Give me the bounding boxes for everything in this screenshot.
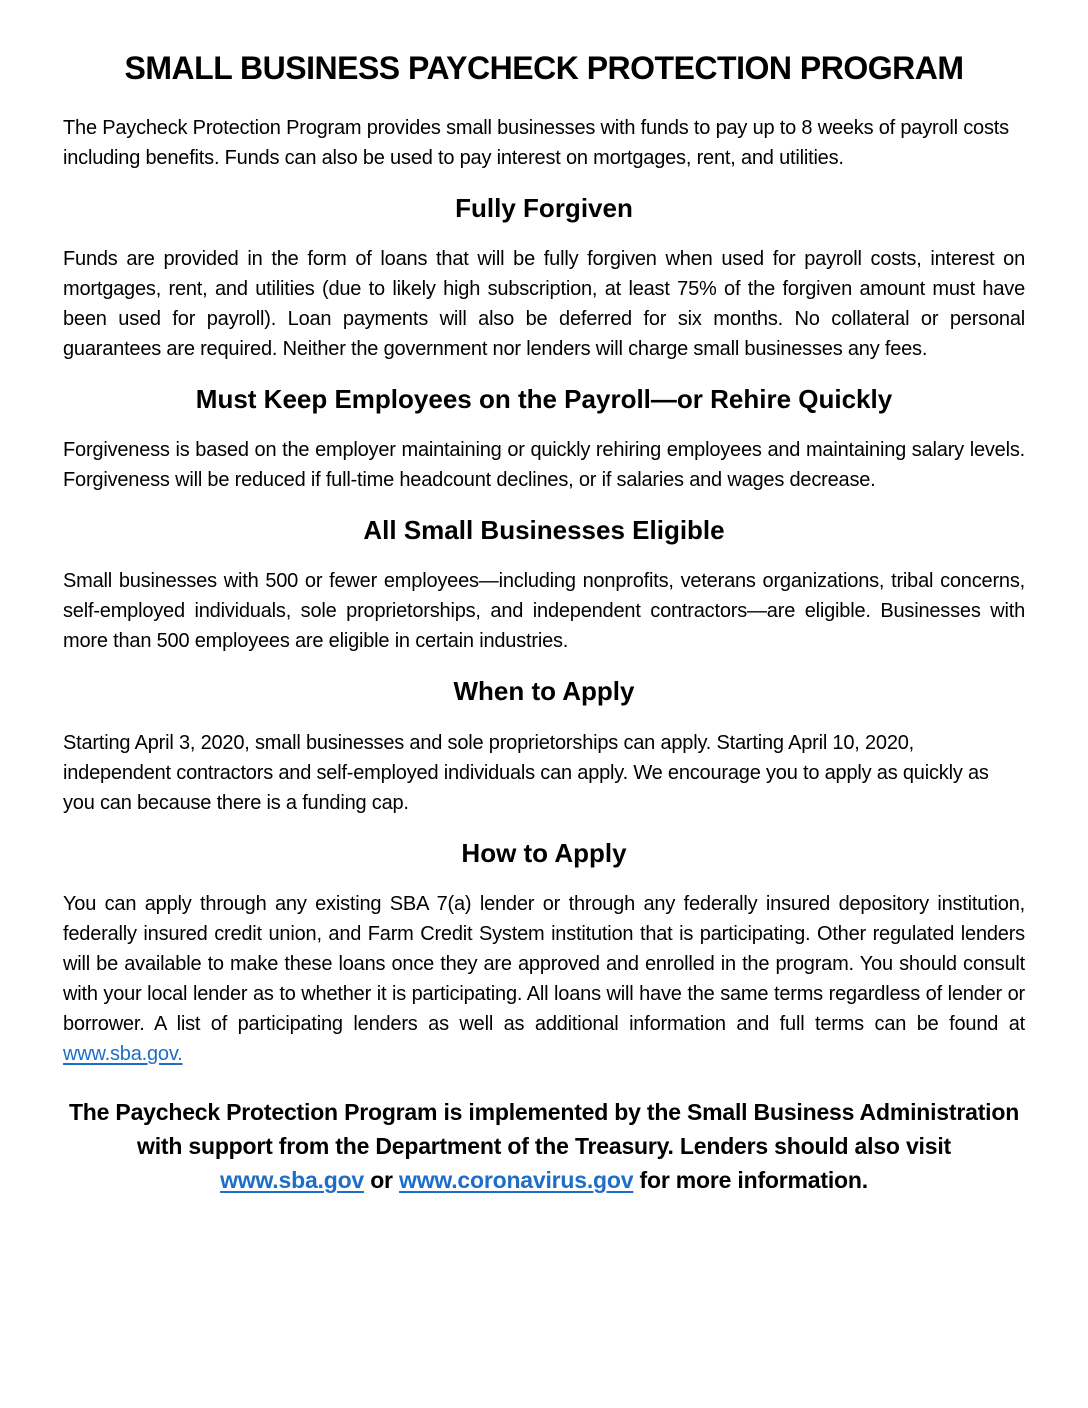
footer-text-2: or (364, 1166, 399, 1193)
footer-text-3: for more information. (633, 1166, 868, 1193)
section-heading-when-to-apply: When to Apply (453, 676, 635, 707)
section-body-how-to-apply (63, 889, 1025, 1069)
footer-coronavirus-gov-link[interactable]: www.coronavirus.gov (399, 1166, 634, 1193)
section-heading-fully-forgiven: Fully Forgiven (455, 192, 633, 223)
section-heading-all-businesses-eligible: All Small Businesses Eligible (363, 515, 725, 546)
section-body-fully-forgiven: Funds are provided in the form of loans that will be fully forgiven when used for payroll costs, interest on mortgages, rent, and utilities (due to likely high subscription, at least 75% of the forgiven amount must have been used for payroll). Loan payments will also be deferred for six months. No collateral or personal guarantees are required. Neither the government nor lenders will charge small businesses any fees. (63, 247, 1025, 360)
section-heading-keep-employees: Must Keep Employees on the Payroll—or Rehire Quickly (195, 383, 893, 414)
page-title: SMALL BUSINESS PAYCHECK PROTECTION PROGRAM (124, 50, 964, 86)
section-heading-how-to-apply: How to Apply (461, 837, 627, 868)
how-to-apply-text: You can apply through any existing SBA 7(a) lender or through any federally insured depository institution, federally insured credit union, and Farm Credit System institution that is participating. Other regulated lenders will be available to make these loans once they are approved and enrolled in the program. You should consult with your local lender as to whether it is participating. All loans will have the same terms regardless of lender or borrower. A list of participating lenders as well as additional information and full terms can be found at (63, 892, 1025, 1035)
footer-sba-gov-link[interactable]: www.sba.gov (220, 1166, 365, 1193)
footer-text-1: The Paycheck Protection Program is implemented by the Small Business Administration with support from the Department of the Treasury. Lenders should also visit (68, 1098, 1020, 1159)
section-body-all-businesses-eligible: Small businesses with 500 or fewer employees—including nonprofits, veterans organizations, tribal concerns, self-employed individuals, sole proprietorships, and independent contractors—are eligible. Businesses with more than 500 employees are eligible in certain industries. (63, 570, 1025, 653)
sba-gov-link[interactable]: www.sba.gov. (63, 1042, 183, 1065)
section-body-keep-employees: Forgiveness is based on the employer maintaining or quickly rehiring employees and maintaining salary levels. Forgiveness will be reduced if full-time headcount declines, or if salaries and wages decrease. (63, 439, 1025, 492)
footer-note (63, 1095, 1025, 1197)
intro-paragraph: The Paycheck Protection Program provides small businesses with funds to pay up to 8 weeks of payroll costs including benefits. Funds can also be used to pay interest on mortgages, rent, and utilities. (63, 116, 1009, 169)
section-body-when-to-apply: Starting April 3, 2020, small businesses and sole proprietorships can apply. Starting April 10, 2020, independent contractors and self-employed individuals can apply. We encourage you to apply as quickly as you can because there is a funding cap. (63, 731, 989, 814)
